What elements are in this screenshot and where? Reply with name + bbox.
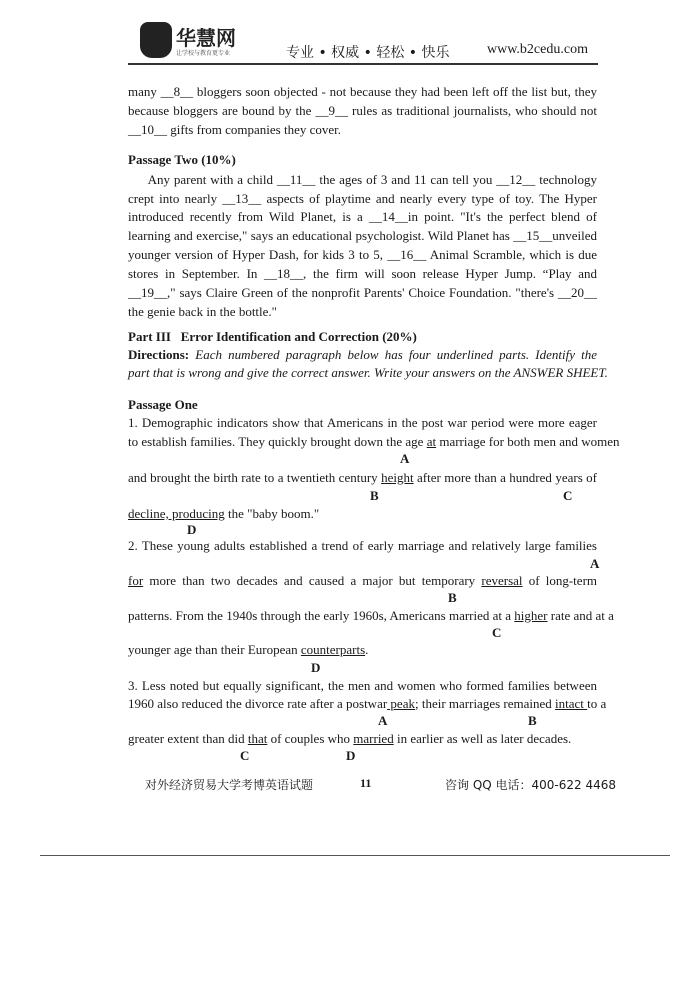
header-divider xyxy=(128,63,598,65)
text-segment: of couples who xyxy=(267,731,354,746)
text-line xyxy=(128,608,614,624)
text-segment: to a xyxy=(587,696,607,711)
underlined-part: counterparts xyxy=(300,642,366,657)
text-segment: the genie back in the bottle." xyxy=(128,304,277,319)
logo-icon xyxy=(140,22,172,58)
footer-contact: 咨询 QQ 电话：400-622 4468 xyxy=(445,778,617,792)
logo-subtitle: 让学校与教育更专业 xyxy=(176,50,231,57)
text-segment: 3. Less noted but equally significant, the men and women who formed families between xyxy=(128,678,597,693)
text-line xyxy=(128,103,597,119)
text-segment: after more than a hundred years of xyxy=(413,470,597,485)
text-segment: Passage Two (10%) xyxy=(128,152,236,167)
text-line xyxy=(128,397,597,413)
text-segment: younger age than their European xyxy=(128,642,301,657)
text-line xyxy=(128,285,597,301)
text-line xyxy=(128,84,597,100)
option-label: B xyxy=(448,590,457,605)
underlined-part: higher xyxy=(514,608,548,623)
text-segment: because bloggers are bound by the __9__ rules as traditional journalists, who should not xyxy=(128,103,597,118)
text-segment: Any parent with a child __11__ the ages of 3 and 11 can tell you __12__ technology xyxy=(147,172,597,187)
logo-text: 华慧网 xyxy=(176,26,236,50)
text-segment: stores in September. In __18__, the firm will soon release Hyper Jump. “Play and xyxy=(128,266,597,281)
text-line xyxy=(128,470,597,486)
text-segment: rate and at a xyxy=(547,608,614,623)
option-label: B xyxy=(370,488,379,503)
text-segment: Each numbered paragraph below has four underlined parts. Identify the xyxy=(195,347,597,362)
text-segment: greater extent than did xyxy=(128,731,248,746)
text-segment: __19__," says Claire Green of the nonprofit Parents' Choice Foundation. "there's __20__ xyxy=(128,285,597,300)
text-line xyxy=(128,573,597,589)
option-label: D xyxy=(311,660,321,675)
text-line xyxy=(128,266,597,282)
underlined-part: height xyxy=(381,470,414,485)
text-segment: learning and exercise," says an educational psychologist. Wild Planet has __15__unveiled xyxy=(128,228,597,243)
text-segment: part that is wrong and give the correct answer. Write your answers on the ANSWER SHEET. xyxy=(128,365,608,380)
text-line xyxy=(128,304,597,320)
option-label: B xyxy=(528,713,537,728)
text-line xyxy=(128,209,597,225)
footer-title: 对外经济贸易大学考博英语试题 xyxy=(145,778,314,792)
text-segment: patterns. From the 1940s through the early 1960s, Americans married at a xyxy=(128,608,515,623)
underlined-part: intact xyxy=(555,696,588,711)
bottom-divider xyxy=(40,855,670,856)
underlined-part: married xyxy=(353,731,394,746)
underlined-part: reversal xyxy=(481,573,523,588)
text-segment: 2. These young adults established a trend of early marriage and relatively large families xyxy=(128,538,597,553)
text-line xyxy=(128,696,607,712)
text-segment: Passage One xyxy=(128,397,198,412)
header-slogan: 专业 • 权威 • 轻松 • 快乐 xyxy=(286,45,450,61)
underlined-part: decline, producing xyxy=(128,506,225,521)
option-label: C xyxy=(492,625,502,640)
text-segment: 1. Demographic indicators show that Americans in the post war period were more eager xyxy=(128,415,597,430)
text-segment: more than two decades and caused a major but temporary xyxy=(143,573,482,588)
text-segment: 1960 also reduced the divorce rate after a postwar xyxy=(128,696,388,711)
text-line xyxy=(128,538,597,554)
text-line xyxy=(128,152,597,168)
text-segment: Part III Error Identification and Correction (20%) xyxy=(128,329,417,344)
text-line xyxy=(128,506,597,522)
text-segment: of long-term xyxy=(528,573,597,588)
text-segment: to establish families. They quickly brought down the age xyxy=(128,434,427,449)
text-line xyxy=(128,247,597,263)
text-line xyxy=(128,172,597,188)
header-website: www.b2cedu.com xyxy=(487,42,588,57)
text-line xyxy=(128,434,620,450)
option-label: D xyxy=(346,748,356,763)
text-segment: and brought the birth rate to a twentieth century xyxy=(128,470,382,485)
text-line xyxy=(128,365,608,381)
text-line xyxy=(128,228,597,244)
underlined-part: that xyxy=(247,731,268,746)
option-label: A xyxy=(400,451,410,466)
text-line xyxy=(128,678,597,694)
text-segment: . xyxy=(365,642,369,657)
underlined-part: peak xyxy=(387,696,415,711)
text-line xyxy=(128,642,597,658)
text-segment: __10__ gifts from companies they cover. xyxy=(128,122,342,137)
option-label: A xyxy=(378,713,388,728)
option-label: D xyxy=(187,522,197,537)
underlined-part: for xyxy=(128,573,144,588)
option-label: C xyxy=(563,488,573,503)
text-segment: the "baby boom." xyxy=(224,506,320,521)
text-segment: many __8__ bloggers soon objected - not because they had been left off the list but, they xyxy=(128,84,597,99)
text-line xyxy=(128,731,597,747)
text-line xyxy=(128,191,597,207)
text-line xyxy=(128,347,597,363)
text-segment: introduced recently from Wild Planet, is a __14__in point. "It's the perfect blend of xyxy=(128,209,597,224)
underlined-part: at xyxy=(426,434,437,449)
text-line xyxy=(128,329,597,345)
text-segment: in earlier as well as later decades. xyxy=(393,731,572,746)
text-segment: Directions: xyxy=(128,347,196,362)
text-line xyxy=(128,122,597,138)
option-label: C xyxy=(240,748,250,763)
text-line xyxy=(128,415,597,431)
text-segment: crept into nearly __13__ aspects of playtime and nearly every type of toy. The Hyper xyxy=(128,191,597,206)
text-segment: marriage for both men and women xyxy=(436,434,620,449)
option-label: A xyxy=(590,556,600,571)
text-segment: younger version of Hyper Dash, for kids 3 to 5, __16__ Animal Scramble, which is due xyxy=(128,247,597,262)
page-number: 11 xyxy=(360,776,372,790)
text-segment: ; their marriages remained xyxy=(414,696,556,711)
